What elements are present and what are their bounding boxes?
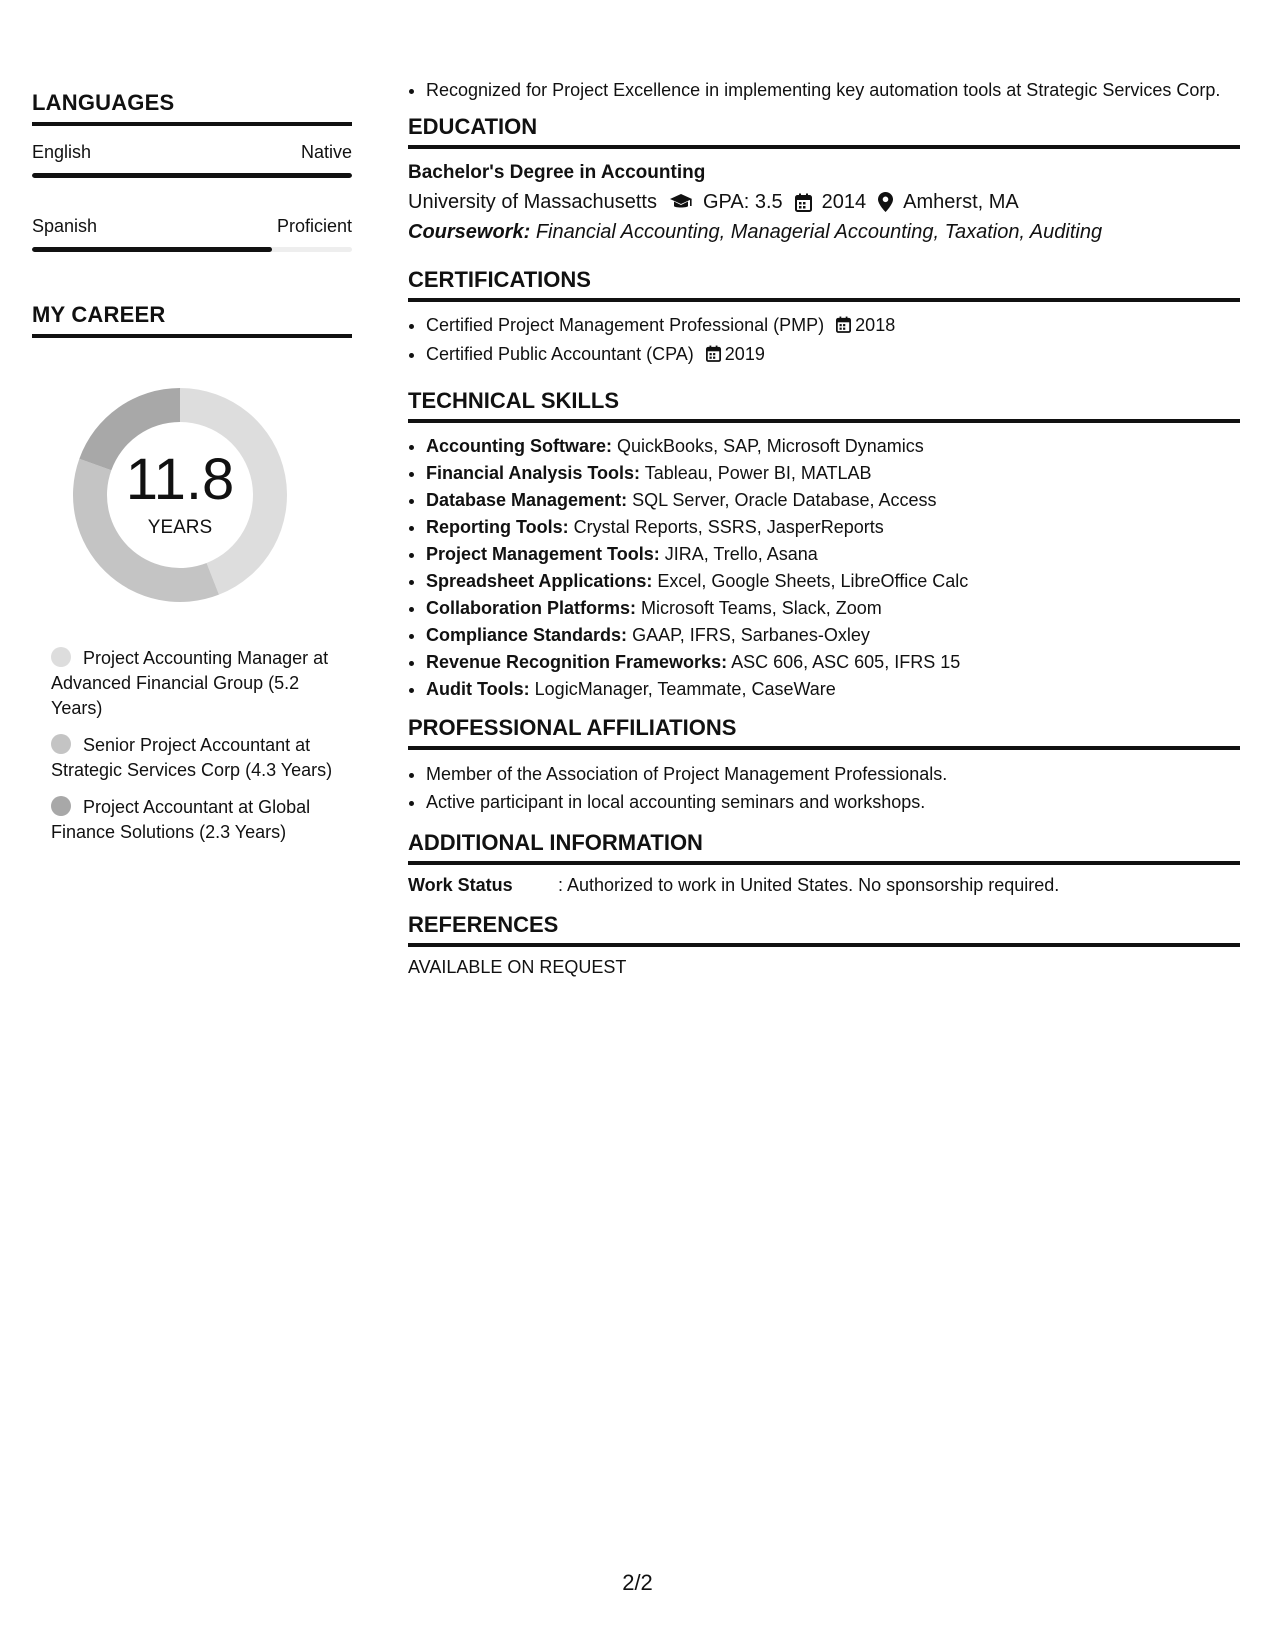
skill-label: Collaboration Platforms:	[426, 598, 637, 618]
skill-label: Financial Analysis Tools:	[426, 463, 641, 483]
skill-label: Reporting Tools:	[426, 517, 569, 537]
language-bar-fill	[32, 247, 272, 252]
legend-dot-icon	[51, 647, 71, 667]
skill-item	[426, 595, 1240, 622]
certifications-title: CERTIFICATIONS	[408, 267, 1240, 302]
education-location: Amherst, MA	[903, 191, 1019, 213]
certifications-section	[408, 267, 1240, 370]
language-item	[32, 216, 352, 252]
skill-label: Compliance Standards:	[426, 625, 628, 645]
career-legend-item	[51, 733, 341, 783]
skill-item	[426, 514, 1240, 541]
references-section	[408, 912, 1240, 978]
skill-item	[426, 676, 1240, 703]
technical-skills-section	[408, 388, 1240, 703]
career-legend-label: Project Accountant at Global Finance Solutions (2.3 Years)	[51, 797, 311, 842]
calendar-icon	[795, 193, 812, 212]
affiliations-section	[408, 715, 1240, 816]
skill-value: ASC 606, ASC 605, IFRS 15	[731, 652, 961, 672]
languages-list	[32, 142, 352, 252]
language-item	[32, 142, 352, 178]
career-legend-label: Project Accounting Manager at Advanced Financial Group (5.2 Years)	[51, 648, 329, 718]
additional-info-title: ADDITIONAL INFORMATION	[408, 830, 1240, 865]
skill-item	[426, 460, 1240, 487]
language-name: Spanish	[32, 216, 98, 236]
work-status-label: Work Status	[408, 875, 513, 895]
skill-value: QuickBooks, SAP, Microsoft Dynamics	[617, 436, 924, 456]
education-title: EDUCATION	[408, 114, 1240, 149]
coursework-label: Coursework:	[408, 221, 531, 243]
map-pin-icon	[878, 192, 893, 212]
education-gpa: GPA: 3.5	[702, 191, 783, 213]
education-degree: Bachelor's Degree in Accounting	[408, 162, 706, 183]
technical-skills-title: TECHNICAL SKILLS	[408, 388, 1240, 423]
skill-label: Spreadsheet Applications:	[426, 571, 653, 591]
education-coursework	[408, 217, 1240, 247]
education-year: 2014	[821, 191, 867, 213]
career-legend-label: Senior Project Accountant at Strategic Services Corp (4.3 Years)	[51, 735, 333, 780]
language-name: English	[32, 142, 92, 162]
skill-label: Revenue Recognition Frameworks:	[426, 652, 728, 672]
skill-value: LogicManager, Teammate, CaseWare	[534, 679, 836, 699]
skill-item	[426, 541, 1240, 568]
skill-item	[426, 433, 1240, 460]
additional-info-section	[408, 830, 1240, 896]
skill-value: Crystal Reports, SSRS, JasperReports	[573, 517, 884, 537]
language-level: Native	[300, 142, 352, 162]
skill-value: JIRA, Trello, Asana	[664, 544, 818, 564]
skill-label: Database Management:	[426, 490, 628, 510]
skill-value: SQL Server, Oracle Database, Access	[632, 490, 937, 510]
career-title: MY CAREER	[32, 302, 352, 338]
career-legend-item	[51, 795, 341, 845]
legend-dot-icon	[51, 734, 71, 754]
skill-value: Excel, Google Sheets, LibreOffice Calc	[657, 571, 969, 591]
skill-label: Audit Tools:	[426, 679, 530, 699]
skill-item	[426, 649, 1240, 676]
work-status-row	[408, 875, 1240, 896]
certification-name: Certified Public Accountant (CPA)	[426, 344, 694, 364]
career-total: 11.8	[125, 447, 235, 512]
affiliation-item: • Member of the Association of Project Management Professionals.	[426, 760, 1240, 788]
skill-item	[426, 568, 1240, 595]
skill-label: Project Management Tools:	[426, 544, 660, 564]
calendar-icon	[706, 343, 721, 370]
certification-item	[426, 341, 1240, 370]
skill-item	[426, 622, 1240, 649]
affiliations-list	[408, 760, 1240, 816]
achievement-item: • Recognized for Project Excellence in implementing key automation tools at Strategic Services Corp.	[426, 78, 1240, 102]
language-level: Proficient	[276, 216, 352, 236]
skill-label: Accounting Software:	[426, 436, 613, 456]
education-details	[408, 187, 1240, 217]
calendar-icon	[836, 314, 851, 341]
page-number: 2/2	[622, 1570, 653, 1595]
coursework-value: Financial Accounting, Managerial Accounting, Taxation, Auditing	[535, 221, 1103, 243]
education-section	[408, 114, 1240, 247]
skill-value: GAAP, IFRS, Sarbanes-Oxley	[632, 625, 870, 645]
certifications-list	[408, 312, 1240, 370]
references-title: REFERENCES	[408, 912, 1240, 947]
technical-skills-list	[408, 433, 1240, 703]
education-school: University of Massachusetts	[408, 191, 657, 213]
language-bar	[32, 247, 352, 252]
career-legend	[51, 646, 341, 845]
career-legend-item	[51, 646, 341, 721]
affiliations-title: PROFESSIONAL AFFILIATIONS	[408, 715, 1240, 750]
legend-dot-icon	[51, 796, 71, 816]
languages-title: LANGUAGES	[32, 90, 352, 126]
work-status-value: : Authorized to work in United States. No sponsorship required.	[558, 875, 1060, 895]
skill-value: Microsoft Teams, Slack, Zoom	[641, 598, 882, 618]
right-column	[408, 78, 1240, 978]
certification-year: 2018	[855, 315, 896, 335]
graduation-cap-icon	[669, 193, 693, 211]
career-unit: YEARS	[147, 517, 213, 538]
certification-item	[426, 312, 1240, 341]
references-text: AVAILABLE ON REQUEST	[408, 957, 627, 977]
career-donut-chart	[65, 380, 295, 610]
certification-name: Certified Project Management Professional (PMP)	[426, 315, 825, 335]
certification-year: 2019	[724, 344, 765, 364]
achievement-list	[408, 78, 1240, 102]
skill-item	[426, 487, 1240, 514]
affiliation-item: • Active participant in local accounting seminars and workshops.	[426, 788, 1240, 816]
language-bar-fill	[32, 173, 352, 178]
left-column	[32, 90, 352, 857]
language-bar	[32, 173, 352, 178]
skill-value: Tableau, Power BI, MATLAB	[644, 463, 872, 483]
